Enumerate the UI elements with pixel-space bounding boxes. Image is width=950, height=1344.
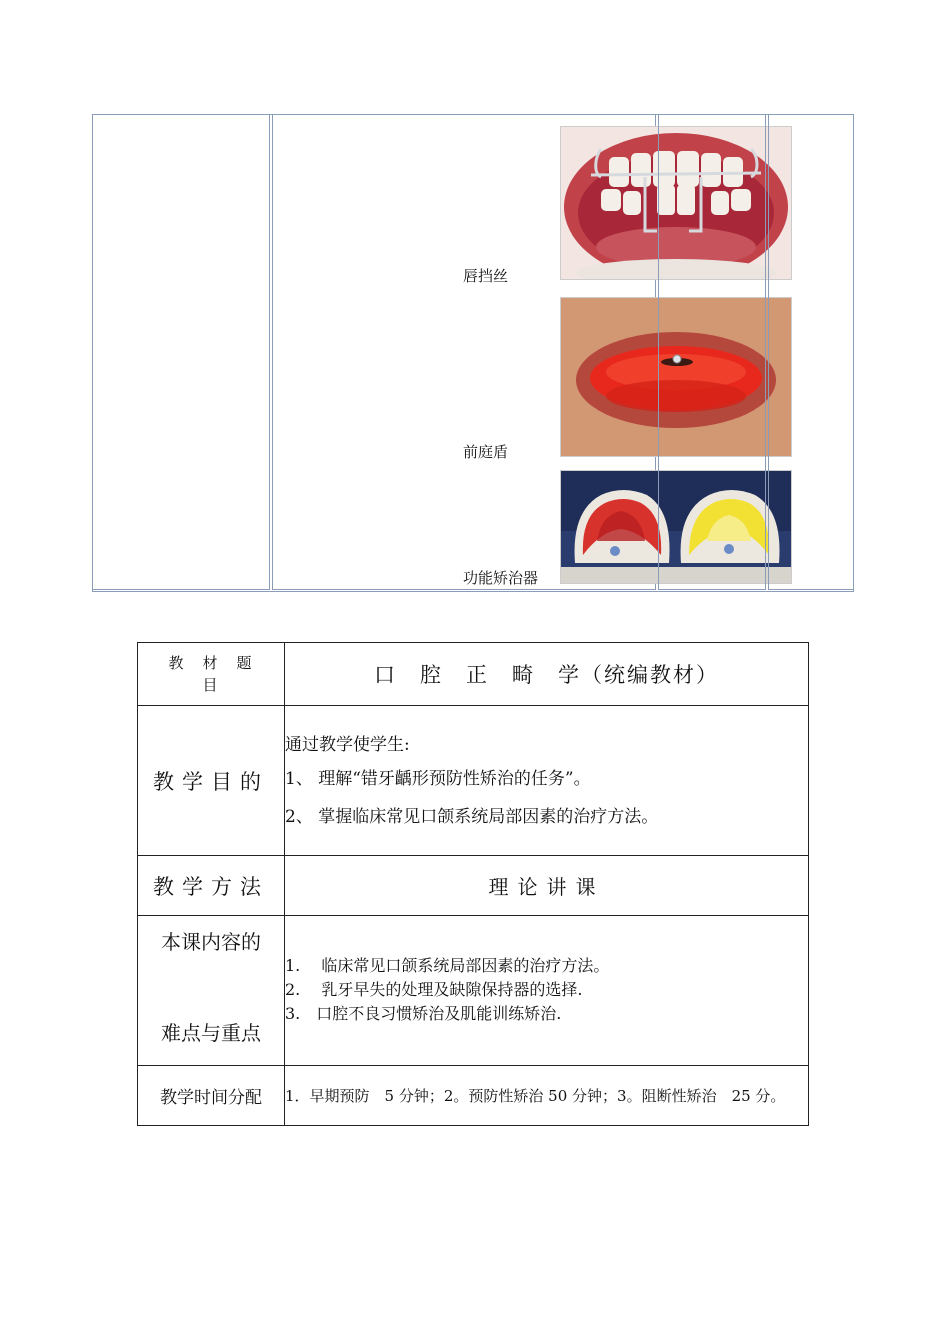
objective-label: 教学目的 [138,706,285,856]
key-point-item: 2. 乳牙早失的处理及缺隙保持器的选择. [285,980,583,999]
objective-item: 1、 理解“错牙齲形预防性矫治的任务”。 [285,768,591,789]
textbook-label [138,643,285,706]
time-allocation: 1．早期预防 5 分钟；2。预防性矫治 50 分钟；3。阻断性矫治 25 分。 [285,1066,809,1126]
empty-cell [92,114,270,590]
objective-intro: 通过教学使学生: [285,734,410,755]
empty-cell [658,114,766,590]
caption-vestibular-shield: 前庭盾 [463,443,509,461]
key-points-label-line1: 本课内容的 [161,930,261,954]
objective-item: 2、 掌握临床常见口颌系统局部因素的治疗方法。 [285,806,659,827]
time-label: 教学时间分配 [138,1066,285,1126]
empty-cell [768,114,854,590]
textbook-label-line1: 教 材 题 [168,654,254,672]
method-label: 教学方法 [138,856,285,916]
table-row-method [138,856,809,916]
image-table [92,114,854,592]
objective-content [285,706,809,856]
table-row-key-points [138,916,809,1066]
caption-lip-bumper: 唇挡丝 [463,267,509,285]
table-row-objective [138,706,809,856]
table-row-textbook [138,643,809,706]
method-value: 理论讲课 [285,856,809,916]
textbook-label-line2: 目 [202,676,220,694]
textbook-title: 口 腔 正 畸 学（统编教材） [285,643,809,706]
key-point-item: 3. 口腔不良习惯矫治及肌能训练矫治. [285,1004,562,1023]
key-points-content [285,916,809,1066]
lesson-plan-table [137,642,809,1126]
key-points-label-line2: 难点与重点 [161,1021,261,1045]
key-point-item: 1. 临床常见口颌系统局部因素的治疗方法。 [285,956,610,975]
caption-functional-appliance: 功能矫治器 [463,569,539,587]
key-points-label [138,916,285,1066]
image-cell [272,114,656,590]
table-row-time [138,1066,809,1126]
